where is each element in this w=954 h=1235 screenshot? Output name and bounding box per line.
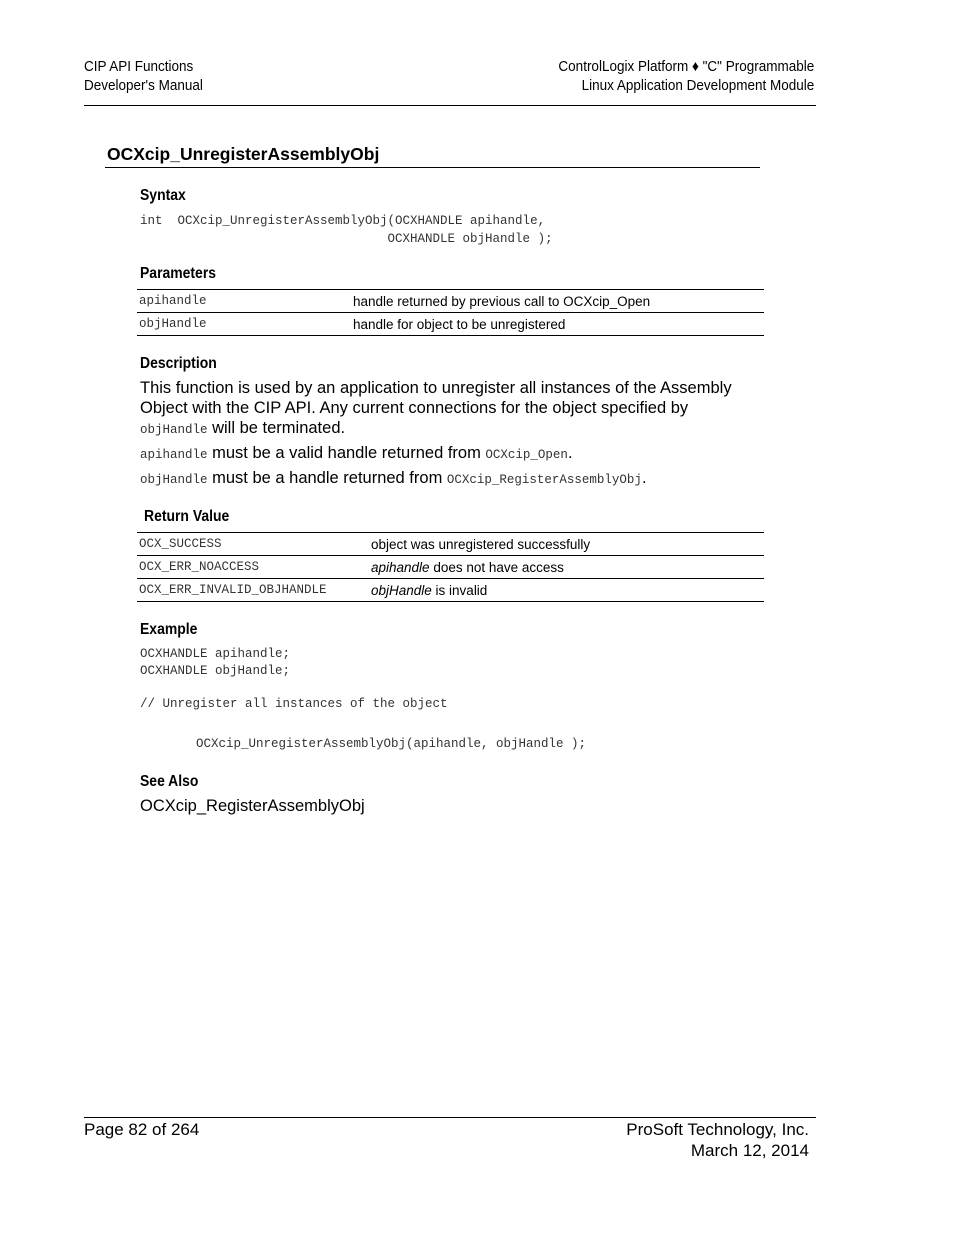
description-heading: Description: [140, 355, 217, 372]
table-row: [137, 579, 764, 602]
see-also-heading: See Also: [140, 773, 199, 790]
syntax-line-1: int OCXcip_UnregisterAssemblyObj(OCXHANDLE apihandle,: [140, 214, 546, 228]
return-desc: [371, 579, 764, 602]
param-name: objHandle: [137, 313, 353, 336]
table-row: [137, 290, 764, 313]
return-code: OCX_ERR_NOACCESS: [137, 556, 371, 579]
header-left: [84, 57, 203, 95]
description-tail: .: [641, 469, 647, 487]
description-tail: will be terminated.: [207, 419, 346, 437]
return-desc-italic: apihandle: [371, 559, 430, 575]
example-heading: Example: [140, 621, 198, 638]
return-value-heading: Return Value: [144, 508, 230, 525]
header-divider: [84, 105, 816, 106]
return-desc-text: does not have access: [429, 559, 564, 575]
header-right: [558, 57, 814, 95]
syntax-line-2: OCXHANDLE objHandle );: [140, 232, 553, 246]
return-desc: [371, 533, 764, 556]
header-module: Linux Application Development Module: [581, 77, 814, 94]
page-number: Page 82 of 264: [84, 1120, 200, 1139]
param-name: apihandle: [137, 290, 353, 313]
page-title: OCXcip_UnregisterAssemblyObj: [107, 144, 380, 164]
table-row: [137, 533, 764, 556]
example-line-2: OCXHANDLE objHandle;: [140, 664, 291, 678]
header-platform: ControlLogix Platform ♦ "C" Programmable: [558, 58, 814, 75]
table-row: [137, 313, 764, 336]
description-para-3: [140, 468, 647, 490]
example-code: [140, 646, 290, 680]
return-desc-text: is invalid: [431, 582, 488, 598]
header-manual-name: Developer's Manual: [84, 77, 203, 94]
table-row: [137, 556, 764, 579]
code-objhandle: objHandle: [140, 423, 208, 437]
return-value-table: [137, 532, 764, 602]
code-objhandle: objHandle: [140, 473, 208, 487]
see-also-link[interactable]: OCXcip_RegisterAssemblyObj: [140, 797, 365, 815]
param-desc: handle for object to be unregistered: [353, 313, 764, 336]
footer-date: March 12, 2014: [690, 1141, 809, 1160]
return-desc-text: object was unregistered successfully: [371, 536, 591, 552]
description-tail: .: [567, 444, 573, 462]
description-text: must be a handle returned from: [207, 469, 447, 487]
code-register: OCXcip_RegisterAssemblyObj: [446, 473, 642, 487]
return-code: OCX_SUCCESS: [137, 533, 371, 556]
return-desc: [371, 556, 764, 579]
syntax-code: [140, 212, 553, 248]
description-para-1: [140, 378, 770, 440]
description-para-2: [140, 443, 573, 465]
return-code: OCX_ERR_INVALID_OBJHANDLE: [137, 579, 371, 602]
parameters-heading: Parameters: [140, 265, 217, 282]
title-underline: [105, 167, 760, 168]
example-line-1: OCXHANDLE apihandle;: [140, 647, 291, 661]
footer-divider: [84, 1117, 816, 1118]
description-text: This function is used by an application to unregister all instances of the Assembly Object with the CIP API. Any current connections for the object specified by: [140, 379, 732, 417]
return-desc-italic: objHandle: [371, 582, 432, 598]
header-manual-section: CIP API Functions: [84, 58, 194, 75]
param-desc: handle returned by previous call to OCXcip_Open: [353, 290, 764, 313]
parameters-table: [137, 289, 764, 336]
footer-right: [626, 1119, 809, 1161]
example-comment: // Unregister all instances of the object: [140, 697, 448, 711]
description-text: must be a valid handle returned from: [207, 444, 486, 462]
syntax-heading: Syntax: [140, 187, 186, 204]
code-open: OCXcip_Open: [485, 448, 568, 462]
example-call: OCXcip_UnregisterAssemblyObj(apihandle, objHandle );: [196, 737, 587, 751]
code-apihandle: apihandle: [140, 448, 208, 462]
footer-company: ProSoft Technology, Inc.: [626, 1120, 809, 1139]
